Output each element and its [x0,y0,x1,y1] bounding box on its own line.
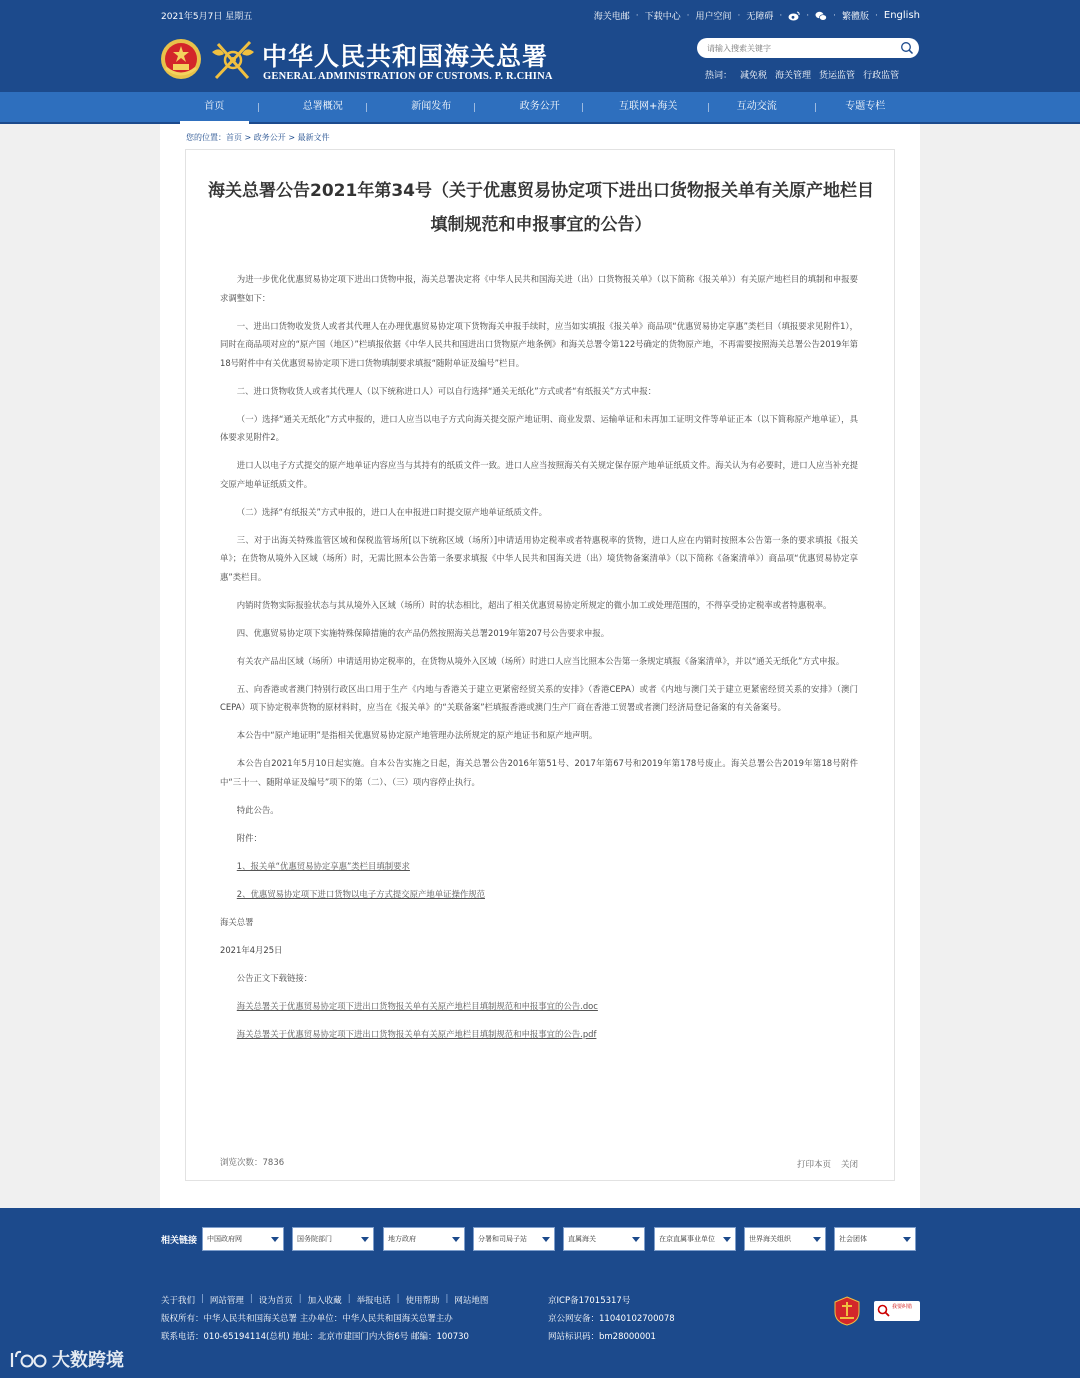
nav-item-special-topics[interactable]: 专题专栏 [845,101,886,112]
top-link-download[interactable]: 下载中心 [644,12,681,22]
related-select-branches[interactable]: 分署和司局子站 [473,1227,555,1251]
hot-word[interactable]: 货运监管 [819,71,856,81]
english-link[interactable]: English [883,10,920,21]
related-links-label: 相关链接 [161,1236,198,1246]
article-paragraph: 本公告中“原产地证明”是指相关优惠贸易协定原产地管理办法所规定的原产地证书和原产地声明。 [236,730,598,740]
top-link-user-space[interactable]: 用户空间 [695,12,732,22]
download-label: 公告正文下载链接： [236,972,313,983]
footer-link-set-home[interactable]: 设为首页 [258,1296,293,1306]
breadcrumb: 您的位置：首页 > 政务公开 > 最新文件 [186,133,330,142]
hot-word[interactable]: 行政监管 [863,71,900,81]
footer-police-record[interactable]: 京公网安备：11040102700078 [548,1314,675,1324]
article-paragraph: 内销时货物实际报验状态与其从境外入区域（场所）时的状态相比，超出了相关优惠贸易协定所规定的微小加工或处理范围的，不得享受协定税率或者特惠税率。 [236,599,832,610]
breadcrumb-home[interactable]: 首页 [226,133,242,142]
article-actions [797,1158,858,1170]
article-paragraph: 有关农产品出区域（场所）申请适用协定税率的，在货物从境外入区域（场所）时进口人应当比照本公告第一条规定填报《备案清单》，并以“通关无纸化”方式申报。 [236,655,845,666]
footer-link-about[interactable]: 关于我们 [161,1296,196,1306]
article-paragraph: 进口人以电子方式提交的原产地单证内容应当与其持有的纸质文件一致。进口人应当按照海关有关规定保存原产地单证纸质文件。海关认为有必要时，进口人应当补充提交原产地单证纸质文件。 [220,460,858,489]
article-signer: 海关总署 [220,916,254,927]
search-input[interactable] [707,41,887,55]
footer-icp[interactable]: 京ICP备17015317号 [548,1296,631,1306]
footer-link-help[interactable]: 使用帮助 [405,1296,440,1306]
print-button[interactable]: 打印本页 [796,1160,831,1170]
watermark-text: 大数跨境 [52,1350,124,1371]
nav-divider [474,103,475,112]
nav-item-overview[interactable]: 总署概况 [302,101,343,112]
nav-divider [582,103,583,112]
hot-words-label: 热词： [705,71,733,81]
footer-link-site-admin[interactable]: 网站管理 [209,1296,244,1306]
chevron-down-icon [813,1237,821,1242]
related-select-direct-customs[interactable]: 直属海关 [563,1227,645,1251]
nav-item-news[interactable]: 新闻发布 [411,101,452,112]
hot-word[interactable]: 减免税 [740,71,768,81]
chevron-down-icon [542,1237,550,1242]
current-date: 2021年5月7日 星期五 [161,12,253,22]
nav-divider [708,103,709,112]
article-paragraph: 为进一步优化优惠贸易协定项下进出口货物申报，海关总署决定将《中华人民共和国海关进（出）口货物报关单》（以下简称《报关单》）有关原产地栏目的填制和申报要求调整如下： [220,274,858,303]
article-paragraph: 四、优惠贸易协定项下实施特殊保障措施的农产品仍然按照海关总署2019年第207号公告要求申报。 [236,627,610,638]
breadcrumb-latest-files[interactable]: 最新文件 [297,133,330,142]
site-footer [0,1208,1080,1378]
search-box [697,38,919,58]
related-select-state-council[interactable]: 国务院部门 [292,1227,374,1251]
site-logo-title[interactable]: 中华人民共和国海关总署 [262,42,549,71]
chevron-down-icon [452,1237,460,1242]
article-paragraph: 附件： [236,832,262,843]
view-count: 浏览次数：7836 [220,1158,285,1168]
article-title: 海关总署公告2021年第34号（关于优惠贸易协定项下进出口货物报关单有关原产地栏目填制规范和申报事宜的公告） [208,181,874,235]
traditional-chinese-link[interactable]: 繁體版 [842,12,870,22]
related-select-local-gov[interactable]: 地方政府 [383,1227,465,1251]
wechat-icon[interactable] [815,11,827,21]
related-select-wco[interactable]: 世界海关组织 [744,1227,826,1251]
article-paragraph: 特此公告。 [236,804,279,815]
magnifier-icon [877,1304,890,1317]
article-paragraph: 三、对于出海关特殊监管区域和保税监管场所[以下统称区域（场所）]申请适用协定税率或者特惠税率的货物，进口人应在内销时按照本公告第一条的要求填报《报关单》；在货物从境外入区域（场所）时，无需比照本公告第一条要求填报《中华人民共和国海关进（出）境货物备案清单》（以下简称《备案清单》）商品项“优惠贸易协定享惠”类栏目。 [220,534,858,582]
national-emblem-icon [160,38,202,80]
error-report-badge[interactable] [874,1301,920,1321]
nav-item-home[interactable]: 首页 [160,92,269,122]
related-select-gov[interactable]: 中国政府网 [202,1227,284,1251]
article-paragraph: 二、进口货物收货人或者其代理人（以下统称进口人）可以自行选择“通关无纸化”方式或者“有纸报关”方式申报： [236,385,657,396]
breadcrumb-public-affairs[interactable]: 政务公开 [253,133,286,142]
attachment-link-1[interactable]: 1、报关单“优惠贸易协定享惠”类栏目填制要求 [236,860,410,871]
hot-words [705,68,899,81]
chevron-down-icon [271,1237,279,1242]
customs-logo-icon [210,38,256,82]
close-button[interactable]: 关闭 [840,1160,858,1170]
site-header [0,0,1080,92]
nav-divider [815,103,816,112]
nav-item-interaction[interactable]: 互动交流 [736,101,777,112]
chevron-down-icon [361,1237,369,1242]
hot-word[interactable]: 海关管理 [775,71,812,81]
article-sign-date: 2021年4月25日 [220,944,283,955]
report-badge-text: 我要纠错 [892,1304,913,1310]
article-paragraph: （一）选择“通关无纸化”方式申报的，进口人应当以电子方式向海关提交原产地证明、商业发票、运输单证和未再加工证明文件等单证正本（以下简称原产地单证），具体要求见附件2。 [220,413,858,442]
gov-site-badge-icon[interactable] [834,1296,860,1326]
related-select-institutions[interactable]: 在京直属事业单位 [654,1227,736,1251]
footer-link-sitemap[interactable]: 网站地图 [454,1296,489,1306]
footer-links: 关于我们 | 网站管理 | 设为首页 | 加入收藏 | 举报电话 | 使用帮助 | 网站地图 [161,1294,489,1306]
article-paragraph: 五、向香港或者澳门特别行政区出口用于生产《内地与香港关于建立更紧密经贸关系的安排》（香港CEPA）或者《内地与澳门关于建立更紧密经贸关系的安排》（澳门CEPA）项下协定税率货物的原材料时，应当在《报关单》的“关联备案”栏填报香港或澳门生产厂商在香港工贸署或者澳门经济局登记备案的有关备案号。 [220,683,858,712]
related-select-social-groups[interactable]: 社会团体 [834,1227,916,1251]
search-icon[interactable] [900,41,914,55]
chevron-down-icon [903,1237,911,1242]
download-pdf-link[interactable]: 海关总署关于优惠贸易协定项下进出口货物报关单有关原产地栏目填制规范和申报事宜的公告.pdf [236,1028,597,1039]
top-link-email[interactable]: 海关电邮 [593,12,630,22]
chevron-down-icon [723,1237,731,1242]
watermark [10,1346,124,1372]
download-doc-link[interactable]: 海关总署关于优惠贸易协定项下进出口货物报关单有关原产地栏目填制规范和申报事宜的公告.doc [236,1000,598,1011]
article-paragraph: （二）选择“有纸报关”方式申报的，进口人在申报进口时提交原产地单证纸质文件。 [236,506,547,517]
footer-copyright: 版权所有：中华人民共和国海关总署 主办单位：中华人民共和国海关总署主办 [161,1314,453,1324]
footer-contact: 联系电话：010-65194114(总机) 地址：北京市建国门内大街6号 邮编：100730 [161,1332,469,1342]
weibo-icon[interactable] [788,11,800,21]
nav-item-internet-customs[interactable]: 互联网+海关 [619,101,678,112]
footer-link-bookmark[interactable]: 加入收藏 [307,1296,342,1306]
footer-site-code: 网站标识码：bm28000001 [548,1332,656,1342]
attachment-link-2[interactable]: 2、优惠贸易协定项下进口货物以电子方式提交原产地单证操作规范 [236,888,485,899]
footer-link-report-phone[interactable]: 举报电话 [356,1296,391,1306]
article-paragraph: 一、进出口货物收发货人或者其代理人在办理优惠贸易协定项下货物海关申报手续时，应当如实填报《报关单》商品项“优惠贸易协定享惠”类栏目（填报要求见附件1），同时在商品项对应的“原产国（地区）”栏填报依据《中华人民共和国进出口货物原产地条例》和海关总署令第122号确定的货物原产地，不再需要按照海关总署公告2019年第18号附件中有关优惠贸易协定项下进口货物填制要求填报“随附单证及编号”栏目。 [220,320,858,368]
watermark-logo-icon [10,1349,48,1369]
nav-divider [258,103,259,112]
article-body [220,270,858,1053]
top-link-accessibility[interactable]: 无障碍 [746,12,774,22]
article-paragraph: 本公告自2021年5月10日起实施。自本公告实施之日起，海关总署公告2016年第51号、2017年第67号和2019年第178号废止。海关总署公告2019年第18号附件中“三十一、随附单证及编号”项下的第（二）、（三）项内容停止执行。 [220,758,858,787]
top-links: 海关电邮 · 下载中心 · 用户空间 · 无障碍 · · · 繁體版 · English [593,10,920,22]
site-logo-subtitle: GENERAL ADMINISTRATION OF CUSTOMS. P. R.CHINA [263,71,553,82]
main-nav [0,92,1080,124]
nav-divider [366,103,367,112]
content-area [160,124,920,1208]
nav-item-public-affairs[interactable]: 政务公开 [519,101,560,112]
chevron-down-icon [632,1237,640,1242]
breadcrumb-prefix: 您的位置： [186,133,226,142]
article [185,149,895,1181]
